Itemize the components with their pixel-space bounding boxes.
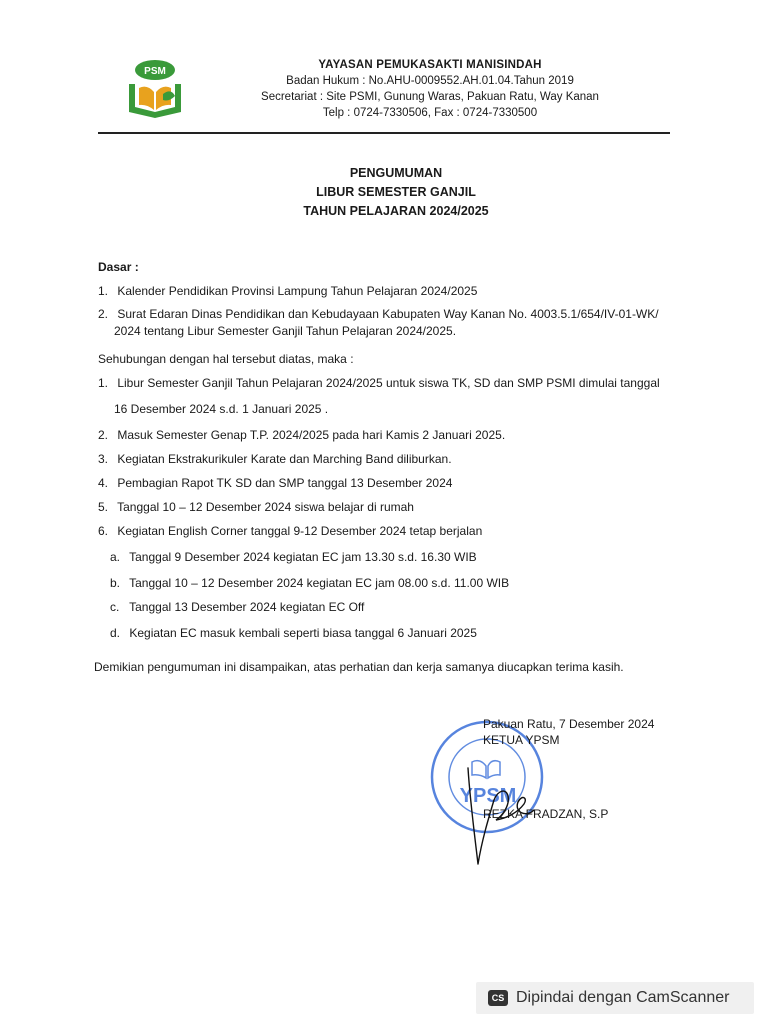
camscanner-label: Dipindai dengan CamScanner (516, 989, 730, 1006)
foundation-logo-icon (123, 58, 187, 120)
signature-place-date: Pakuan Ratu, 7 Desember 2024 (483, 717, 655, 731)
signature-role: KETUA YPSM (483, 733, 560, 747)
title-line-2: LIBUR SEMESTER GANJIL (316, 185, 476, 199)
legal-registration: Badan Hukum : No.AHU-0009552.AH.01.04.Tahun 2019 (286, 75, 574, 87)
sub-point-item: c. Tanggal 13 Desember 2024 kegiatan EC Off (110, 600, 365, 614)
organization-name: YAYASAN PEMUKASAKTI MANISINDAH (318, 59, 542, 71)
signatory-name: REZKA FRADZAN, S.P (483, 807, 609, 821)
closing-text: Demikian pengumuman ini disampaikan, atas perhatian dan kerja samanya diucapkan terima kasih. (94, 660, 624, 674)
point-item: 1. Libur Semester Ganjil Tahun Pelajaran 2024/2025 untuk siswa TK, SD dan SMP PSMI dimulai tanggal (98, 376, 660, 390)
point-item-continuation: 16 Desember 2024 s.d. 1 Januari 2025 . (114, 402, 329, 416)
intro-text: Sehubungan dengan hal tersebut diatas, maka : (98, 352, 354, 366)
letterhead-divider (98, 132, 670, 134)
point-item: 3. Kegiatan Ekstrakurikuler Karate dan Marching Band diliburkan. (98, 452, 452, 466)
point-item: 6. Kegiatan English Corner tanggal 9-12 Desember 2024 tetap berjalan (98, 524, 483, 538)
basis-item: 2. Surat Edaran Dinas Pendidikan dan Kebudayaan Kabupaten Way Kanan No. 4003.5.1/654/IV-01-WK/ (98, 307, 659, 321)
sub-point-item: b. Tanggal 10 – 12 Desember 2024 kegiatan EC jam 08.00 s.d. 11.00 WIB (110, 576, 510, 590)
title-line-1: PENGUMUMAN (349, 166, 443, 180)
secretariat-address: Secretariat : Site PSMI, Gunung Waras, Pakuan Ratu, Way Kanan (261, 91, 599, 103)
basis-item-continuation: 2024 tentang Libur Semester Ganjil Tahun Pelajaran 2024/2025. (114, 324, 457, 338)
point-item: 4. Pembagian Rapot TK SD dan SMP tanggal 13 Desember 2024 (98, 476, 453, 490)
contact-phone: Telp : 0724-7330506, Fax : 0724-7330500 (322, 107, 538, 119)
basis-heading: Dasar : (98, 260, 139, 274)
sub-point-item: a. Tanggal 9 Desember 2024 kegiatan EC jam 13.30 s.d. 16.30 WIB (110, 550, 477, 564)
camscanner-icon: CS (488, 990, 508, 1006)
point-item: 2. Masuk Semester Genap T.P. 2024/2025 pada hari Kamis 2 Januari 2025. (98, 428, 506, 442)
basis-item: 1. Kalender Pendidikan Provinsi Lampung Tahun Pelajaran 2024/2025 (98, 284, 478, 298)
camscanner-watermark (476, 982, 754, 1014)
sub-point-item: d. Kegiatan EC masuk kembali seperti biasa tanggal 6 Januari 2025 (110, 626, 477, 640)
letterhead (220, 58, 640, 121)
point-item: 5. Tanggal 10 – 12 Desember 2024 siswa belajar di rumah (98, 500, 414, 514)
svg-text:YPSM: YPSM (459, 785, 517, 807)
title-line-3: TAHUN PELAJARAN 2024/2025 (303, 204, 489, 218)
announcement-title (180, 164, 612, 221)
svg-text:PSM: PSM (144, 66, 166, 77)
